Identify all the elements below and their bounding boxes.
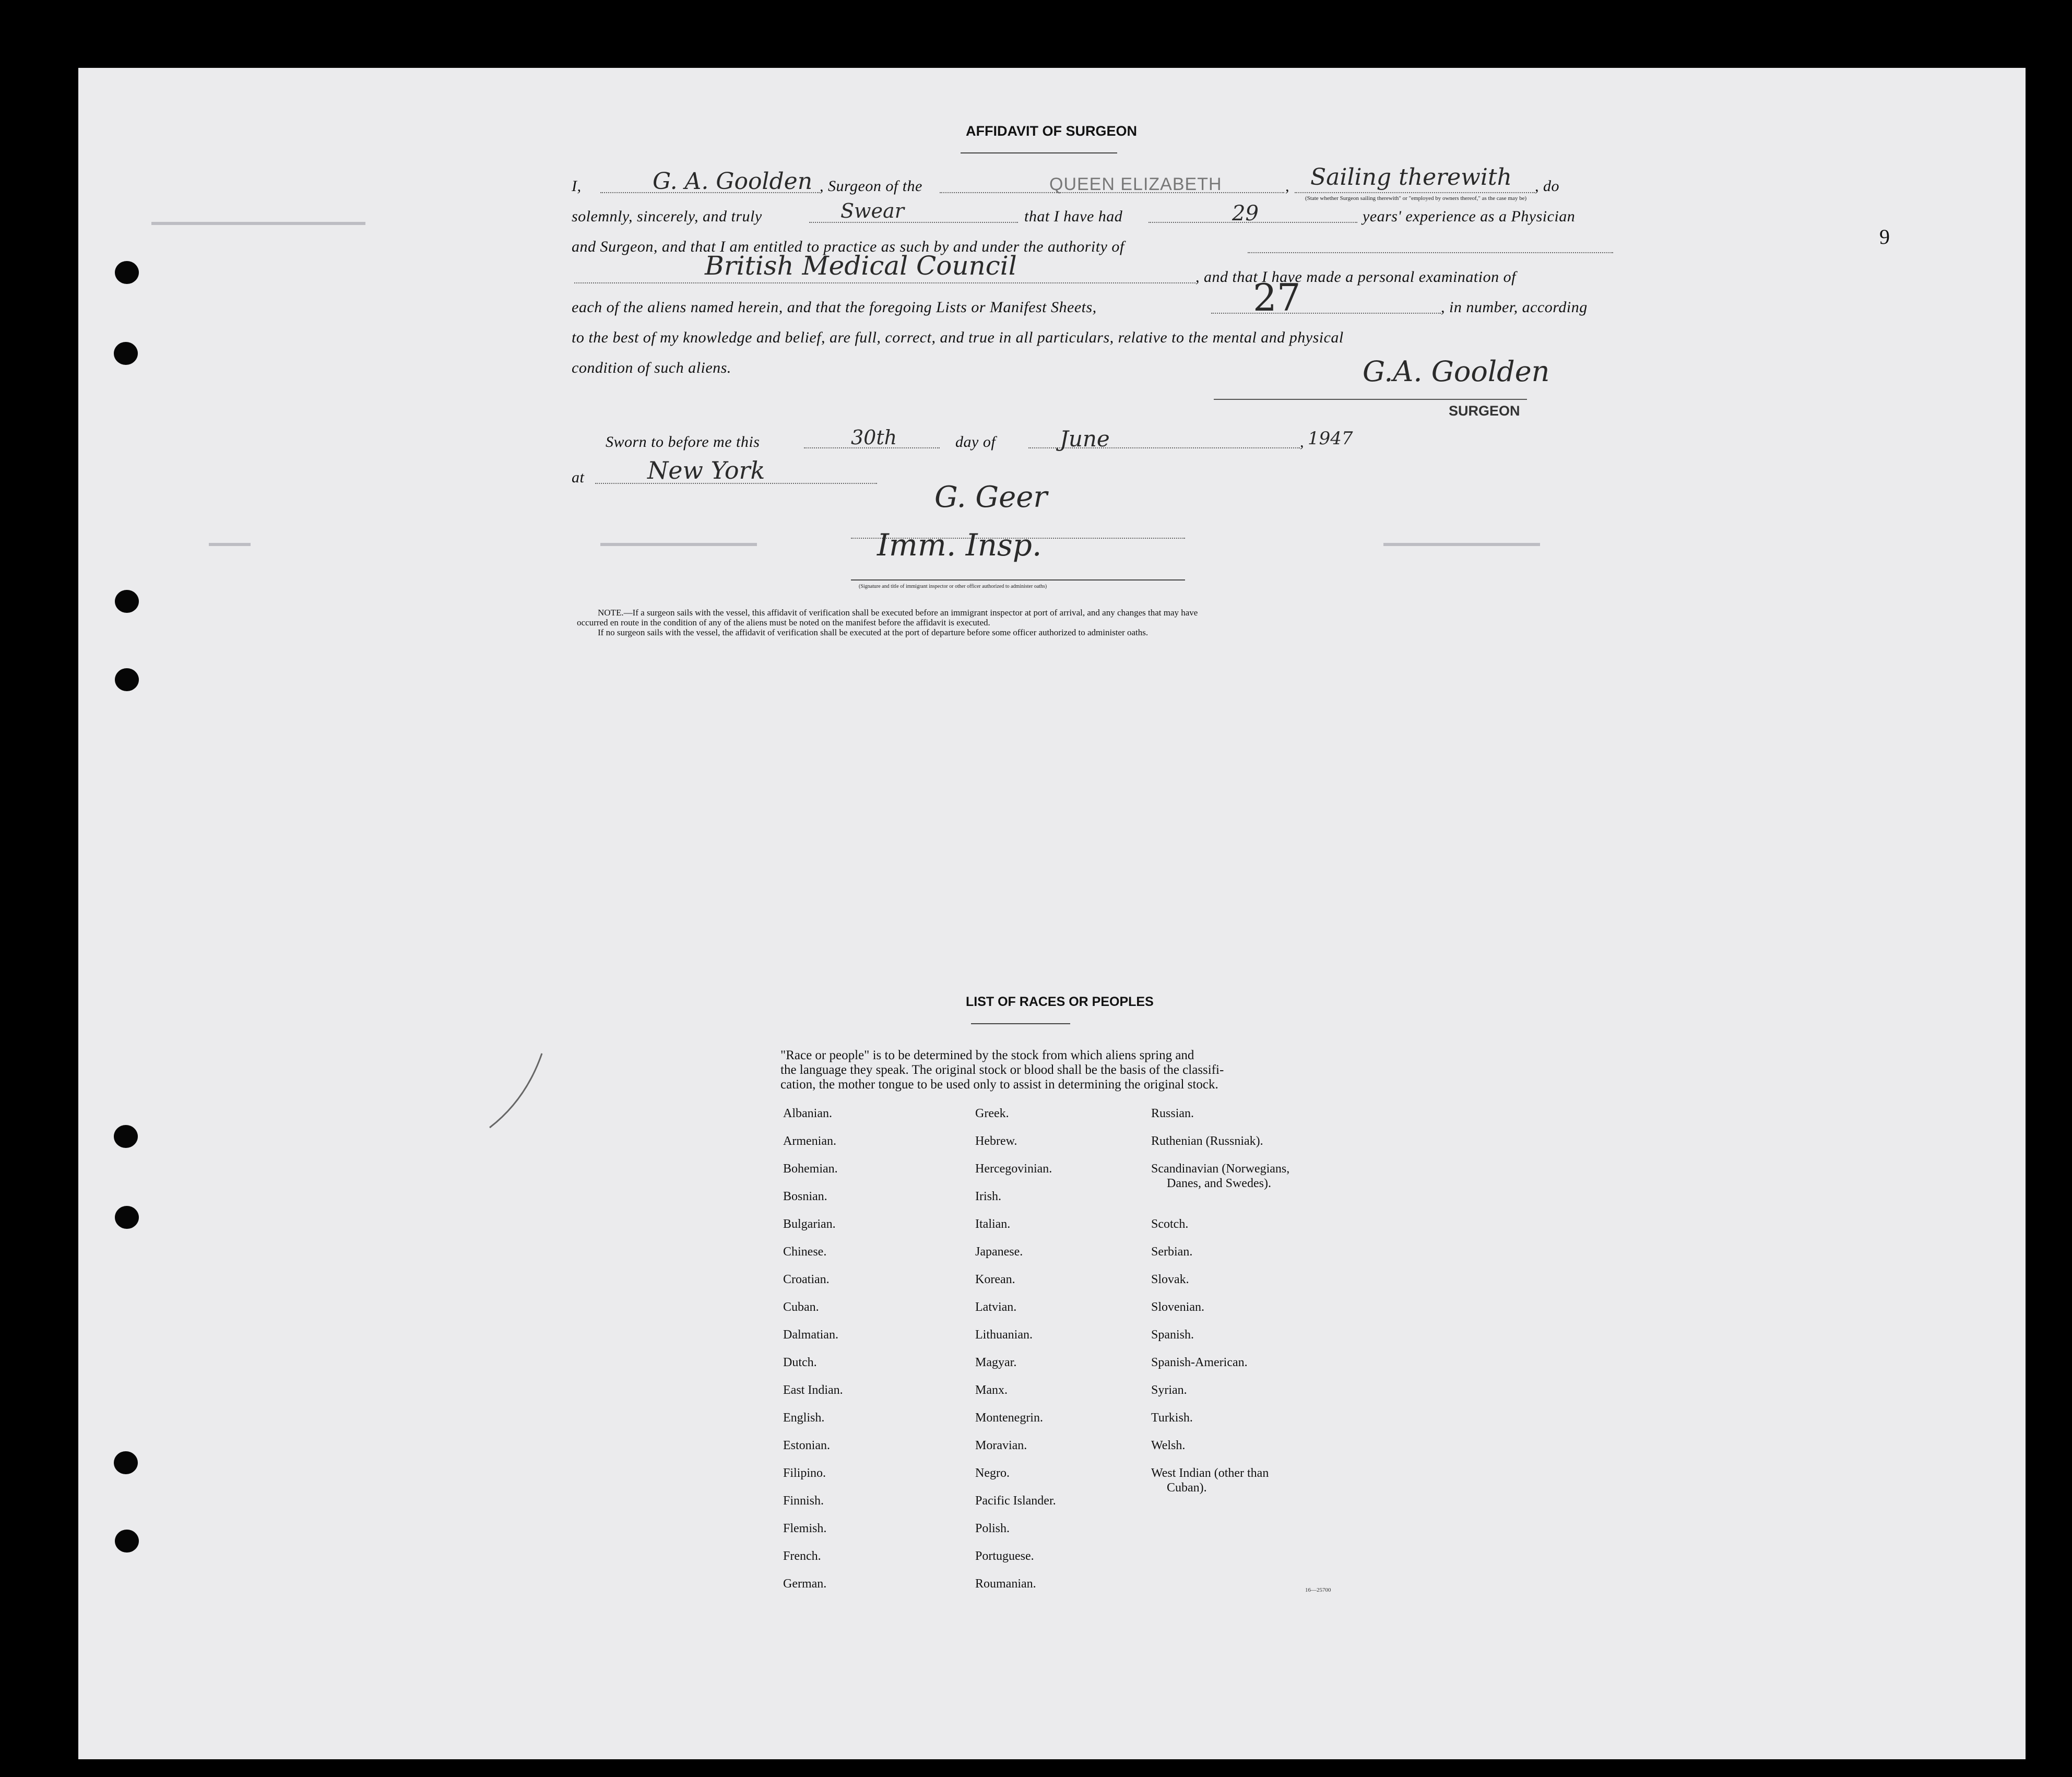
- race-item: Chinese.: [783, 1245, 827, 1259]
- race-item: Dutch.: [783, 1356, 817, 1369]
- official-caption: (Signature and title of immigrant inspector or other officer authorized to administer oaths): [859, 584, 1047, 589]
- race-item: Flemish.: [783, 1522, 827, 1535]
- race-item: Turkish.: [1151, 1411, 1193, 1425]
- sailing-hint: (State whether Surgeon sailing therewith" or "employed by owners thereof," as the case may be): [1305, 195, 1527, 202]
- race-item: Scotch.: [1151, 1217, 1189, 1231]
- stray-pen-mark: [486, 1049, 548, 1133]
- race-item: English.: [783, 1411, 825, 1425]
- races-intro-1: "Race or people" is to be determined by the stock from which aliens spring and: [780, 1048, 1194, 1062]
- race-item: East Indian.: [783, 1383, 843, 1397]
- official-signature-1: G. Geer: [934, 480, 1048, 514]
- title-underline: [961, 152, 1117, 153]
- race-item: Bosnian.: [783, 1190, 827, 1203]
- race-item: Serbian.: [1151, 1245, 1193, 1259]
- race-item: Lithuanian.: [975, 1328, 1033, 1342]
- bleed-through-mark: [1383, 543, 1540, 546]
- punch-hole: [115, 668, 139, 691]
- race-item: Bohemian.: [783, 1162, 838, 1176]
- punch-hole: [114, 342, 138, 365]
- text-in-number: , in number, according: [1441, 299, 1588, 316]
- ship-name-stamp: QUEEN ELIZABETH: [1049, 174, 1222, 194]
- text-personal-examination: , and that I have made a personal examination of: [1195, 268, 1516, 286]
- text-years-experience: years' experience as a Physician: [1363, 208, 1576, 225]
- race-item: Japanese.: [975, 1245, 1023, 1259]
- race-item: Cuban.: [783, 1300, 819, 1314]
- race-item: Slovak.: [1151, 1273, 1189, 1286]
- surgeon-signature-line: [1214, 399, 1527, 400]
- surgeon-label: SURGEON: [1449, 403, 1520, 419]
- sailing-field: [1295, 192, 1535, 193]
- race-item: Negro.: [975, 1466, 1010, 1480]
- race-item: Roumanian.: [975, 1577, 1036, 1591]
- race-item: Bulgarian.: [783, 1217, 836, 1231]
- year-handwritten: 1947: [1308, 428, 1353, 449]
- text-sworn: Sworn to before me this: [606, 433, 760, 451]
- punch-hole: [114, 1125, 138, 1148]
- form-code: 16—25700: [1305, 1587, 1331, 1593]
- race-item: Portuguese.: [975, 1549, 1034, 1563]
- race-item: West Indian (other than: [1151, 1466, 1269, 1480]
- race-item: Syrian.: [1151, 1383, 1187, 1397]
- race-item: Greek.: [975, 1107, 1009, 1120]
- race-item: Hercegovinian.: [975, 1162, 1052, 1176]
- race-item: Welsh.: [1151, 1439, 1186, 1452]
- note-line-2: occurred en route in the condition of any of the aliens must be noted on the manifest before the affidavit is executed.: [577, 618, 990, 627]
- race-item: Estonian.: [783, 1439, 830, 1452]
- text-at: at: [572, 469, 585, 486]
- race-item: Armenian.: [783, 1134, 836, 1148]
- day-handwritten: 30th: [851, 426, 897, 449]
- race-item: Slovenian.: [1151, 1300, 1204, 1314]
- punch-hole: [114, 1451, 138, 1474]
- race-item: Magyar.: [975, 1356, 1017, 1369]
- punch-hole: [115, 261, 139, 284]
- race-item: Hebrew.: [975, 1134, 1017, 1148]
- punch-hole: [115, 1530, 139, 1553]
- note-line-1: NOTE.—If a surgeon sails with the vessel, this affidavit of verification shall be executed before an immigrant inspector at port of arrival, and any changes that may have: [598, 608, 1198, 618]
- sailing-handwritten: Sailing therewith: [1310, 164, 1512, 191]
- race-item-continued: Cuban).: [1167, 1481, 1207, 1495]
- text-and-surgeon: and Surgeon, and that I am entitled to practice as such by and under the authority of: [572, 238, 1124, 255]
- page-number: 9: [1879, 225, 1890, 248]
- affidavit-title: AFFIDAVIT OF SURGEON: [966, 123, 1137, 139]
- text-comma: ,: [1285, 177, 1289, 195]
- race-item: Manx.: [975, 1383, 1008, 1397]
- text-comma-year: ,: [1300, 433, 1304, 451]
- race-item: Pacific Islander.: [975, 1494, 1056, 1508]
- text-day-of: day of: [955, 433, 996, 451]
- authority-field-top: [1248, 252, 1613, 253]
- races-title: LIST OF RACES OR PEOPLES: [966, 994, 1154, 1009]
- race-item: Moravian.: [975, 1439, 1027, 1452]
- race-item: Albanian.: [783, 1107, 832, 1120]
- official-signature-line-2: [851, 579, 1185, 581]
- race-item: Italian.: [975, 1217, 1011, 1231]
- sheets-handwritten: 27: [1253, 276, 1301, 319]
- place-handwritten: New York: [647, 456, 765, 484]
- race-item: Finnish.: [783, 1494, 824, 1508]
- races-intro-3: cation, the mother tongue to be used only to assist in determining the original stock.: [780, 1077, 1218, 1092]
- punch-hole: [115, 1206, 139, 1229]
- manifest-page: [78, 68, 2026, 1759]
- race-item: Polish.: [975, 1522, 1010, 1535]
- surgeon-name-handwritten: G. A. Goolden: [653, 168, 813, 195]
- month-handwritten: June: [1060, 426, 1110, 452]
- race-item: Dalmatian.: [783, 1328, 838, 1342]
- text-best-of-knowledge: to the best of my knowledge and belief, are full, correct, and true in all particulars, relative to the mental and physical: [572, 329, 1344, 346]
- race-item-continued: Danes, and Swedes).: [1167, 1177, 1271, 1190]
- text-do: , do: [1535, 177, 1559, 195]
- race-item: Filipino.: [783, 1466, 826, 1480]
- sheets-field: [1211, 313, 1441, 314]
- race-item: Spanish-American.: [1151, 1356, 1248, 1369]
- note-line-3: If no surgeon sails with the vessel, the affidavit of verification shall be executed at the port of departure before some officer authorized to administer oaths.: [598, 627, 1149, 637]
- years-handwritten: 29: [1232, 202, 1259, 226]
- authority-field: [574, 282, 1195, 283]
- race-item: Croatian.: [783, 1273, 830, 1286]
- punch-hole: [115, 590, 139, 613]
- race-item: Irish.: [975, 1190, 1001, 1203]
- race-item: German.: [783, 1577, 827, 1591]
- text-surgeon-of: , Surgeon of the: [820, 177, 922, 195]
- text-solemnly: solemnly, sincerely, and truly: [572, 208, 762, 225]
- text-condition: condition of such aliens.: [572, 359, 731, 376]
- races-title-underline: [971, 1023, 1070, 1024]
- bleed-through-mark: [600, 543, 757, 546]
- race-item: Russian.: [1151, 1107, 1194, 1120]
- text-have-had: that I have had: [1024, 208, 1123, 225]
- race-item: Latvian.: [975, 1300, 1017, 1314]
- race-item: Korean.: [975, 1273, 1015, 1286]
- authority-handwritten: British Medical Council: [705, 251, 1017, 281]
- race-item: Ruthenian (Russniak).: [1151, 1134, 1263, 1148]
- surgeon-signature: G.A. Goolden: [1363, 355, 1550, 388]
- official-signature-2: Imm. Insp.: [877, 527, 1042, 563]
- race-item: Montenegrin.: [975, 1411, 1043, 1425]
- oath-handwritten: Swear: [840, 199, 904, 222]
- race-item: Spanish.: [1151, 1328, 1194, 1342]
- races-intro-2: the language they speak. The original stock or blood shall be the basis of the classifi-: [780, 1063, 1224, 1077]
- race-item: Scandinavian (Norwegians,: [1151, 1162, 1290, 1176]
- bleed-through-mark: [209, 543, 251, 546]
- race-item: French.: [783, 1549, 821, 1563]
- bleed-through-mark: [151, 222, 365, 225]
- text-i: I,: [572, 177, 582, 195]
- text-each-alien: each of the aliens named herein, and that the foregoing Lists or Manifest Sheets,: [572, 299, 1097, 316]
